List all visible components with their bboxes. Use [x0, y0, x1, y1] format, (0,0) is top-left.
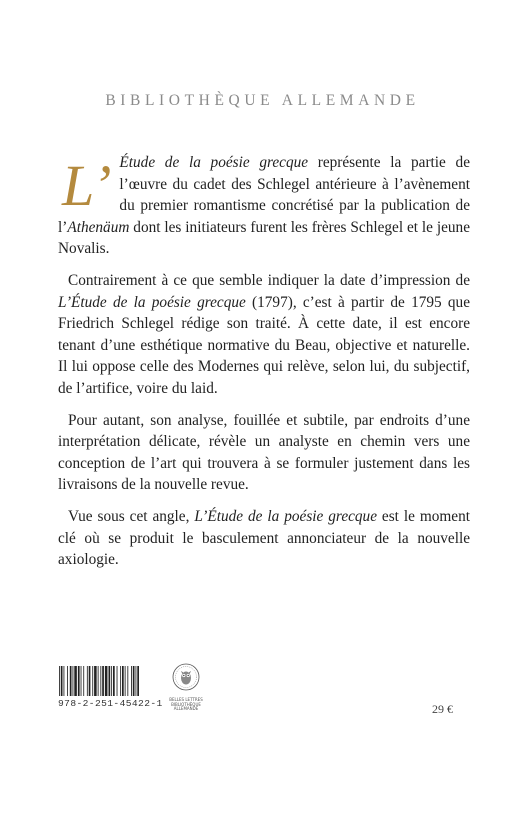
barcode-bar: [73, 666, 74, 696]
paragraph-text: Contrairement à ce que semble indiquer la date d’impression de: [68, 271, 470, 289]
work-title: L’Étude de la poésie grecque: [194, 507, 377, 525]
isbn-number: 978-2-251-45422-1: [58, 698, 163, 709]
barcode-bar: [98, 666, 99, 696]
barcode-bar: [109, 666, 111, 696]
barcode-bar: [81, 666, 82, 696]
barcode-bar: [113, 666, 115, 696]
paragraph-text: Pour autant, son analyse, fouillée et subtile, par endroits d’une interprétation délicate, révèle un analyste en chemin vers une conception de l’art qui trouvera à se formuler justement dans les livraisons de la nouvelle revue.: [58, 411, 470, 494]
barcode-bar: [125, 666, 126, 696]
publisher-collection: BIBLIOTHÈQUE: [171, 701, 201, 707]
price: 29 €: [432, 702, 453, 716]
paragraph-text: est le moment clé où se produit le basculement annonciateur de la nouvelle axiologie.: [58, 507, 470, 569]
barcode-bar: [117, 666, 118, 696]
publisher-name: BELLES LETTRES: [169, 697, 203, 702]
paragraph-text: (1797), c’est à partir de 1795 que Friedrich Schlegel rédige son traité. À cette date, il est encore tenant d’une esthétique normative du Beau, objective et naturelle. Il lui oppose celle des Modernes qui relève, selon lui, du subjectif, de l’artifice, voire du laid.: [58, 293, 470, 397]
publisher-collection-sub: ALLEMANDE: [173, 706, 199, 711]
back-cover-text: [58, 152, 470, 571]
barcode-bar: [92, 666, 93, 696]
barcode-bar: [94, 666, 97, 696]
barcode-bar: [131, 666, 132, 696]
barcode-bar: [89, 666, 91, 696]
barcode-bar: [127, 666, 128, 696]
barcode-bar: [61, 666, 63, 696]
barcode-bar: [102, 666, 104, 696]
barcode-bar: [87, 666, 88, 696]
barcode-icon: [58, 666, 166, 696]
barcode-bar: [78, 666, 80, 696]
barcode-bar: [74, 666, 77, 696]
barcode-bar: [64, 666, 65, 696]
paragraph-text: Vue sous cet angle,: [68, 507, 195, 525]
paragraph-1: [58, 152, 470, 260]
work-title: L’Étude de la poésie grecque: [58, 293, 246, 311]
barcode-bar: [67, 666, 68, 696]
barcode-bar: [122, 666, 124, 696]
paragraph-text: dont les initiateurs furent les frères Schlegel et le jeune Novalis.: [58, 218, 470, 258]
paragraph-text: représente la partie de l’œuvre du cadet des Schlegel antérieure à l’avènement du premier romantisme concrétisé par la publication de l’: [58, 154, 470, 236]
paragraph-2: [58, 270, 470, 400]
paragraph-4: [58, 506, 470, 571]
barcode-bar: [105, 666, 108, 696]
barcode-bar: [83, 666, 84, 696]
drop-cap: L’: [62, 153, 112, 218]
barcode-bar: [59, 666, 60, 696]
owl-emblem-icon: [168, 662, 204, 692]
barcode-bar: [133, 666, 135, 696]
journal-title: Athenäum: [67, 218, 130, 236]
barcode-bar: [137, 666, 139, 696]
barcode-bar: [111, 666, 112, 696]
paragraph-3: [58, 410, 470, 496]
barcode-bar: [120, 666, 121, 696]
series-title: BIBLIOTHÈQUE ALLEMANDE: [105, 92, 420, 109]
barcode-bar: [136, 666, 137, 696]
barcode-block: [58, 666, 178, 709]
work-title: Étude de la poésie grecque: [119, 154, 309, 171]
barcode-bar: [70, 666, 72, 696]
publisher-logo: [168, 662, 204, 712]
barcode-bar: [100, 666, 101, 696]
